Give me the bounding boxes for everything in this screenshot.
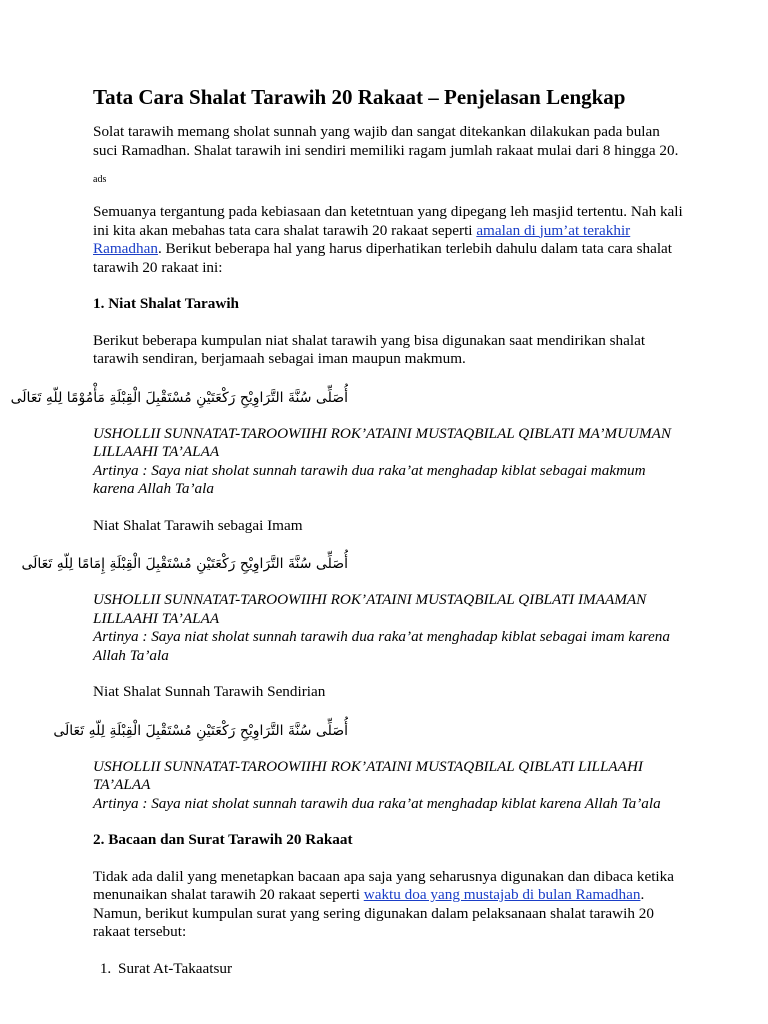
paragraph-2 <box>93 203 683 277</box>
list-item: 1. Surat At-Takaatsur <box>115 960 683 979</box>
niat-imam-arabic: أُصَلِّى سُنَّةَ التَّرَاوِيْحِ رَكْعَتَيْنِ مُسْتَقْبِلَ الْقِبْلَةِ إِمَامًا لِلّهِ تَعَالَى <box>21 556 348 572</box>
niat-makmum-artinya: Artinya : Saya niat sholat sunnah tarawih dua raka’at menghadap kiblat sebagai makmum karena Allah Ta’ala <box>93 461 646 497</box>
paragraph-2-text: Semuanya tergantung pada kebiasaan dan ketetntuan yang dipegang leh masjid tertentu. Nah kali ini kita akan mebahas tata cara shalat tarawih 20 rakaat seperti <box>93 203 683 239</box>
niat-imam-heading: Niat Shalat Tarawih sebagai Imam <box>93 516 303 534</box>
niat-makmum-latin: USHOLLII SUNNATAT-TAROOWIIHI ROK’ATAINI MUSTAQBILAL QIBLATI MA’MUUMAN LILLAAHI TA’ALAA <box>93 424 672 460</box>
paragraph-2-text-after: . Berikut beberapa hal yang harus diperhatikan terlebih dahulu dalam tata cara shalat tarawih 20 rakaat ini: <box>93 240 673 276</box>
link-amalan-jumat-terakhir[interactable]: amalan di jum’at terakhir Ramadhan <box>93 221 631 257</box>
link-waktu-doa-mustajab[interactable]: waktu doa yang mustajab di bulan Ramadhan <box>363 886 641 903</box>
surat-list <box>93 960 683 979</box>
niat-imam-latin: USHOLLII SUNNATAT-TAROOWIIHI ROK’ATAINI MUSTAQBILAL QIBLATI IMAAMAN LILLAAHI TA’ALAA <box>93 591 647 627</box>
intro-paragraph: Solat tarawih memang sholat sunnah yang wajib dan sangat ditekankan dilakukan pada bulan suci Ramadhan. Shalat tarawih ini sendiri memiliki ragam jumlah rakaat mulai dari 8 hingga 20. <box>93 123 679 159</box>
niat-sendirian-heading: Niat Shalat Sunnah Tarawih Sendirian <box>93 683 326 700</box>
niat-makmum-arabic: أُصَلِّى سُنَّةَ التَّرَاوِيْحِ رَكْعَتَيْنِ مُسْتَقْبِلَ الْقِبْلَةِ مَأْمُوْمًا لِلّهِ تَعَالَى <box>10 389 348 406</box>
page-title: Tata Cara Shalat Tarawih 20 Rakaat – Penjelasan Lengkap <box>93 85 626 109</box>
section-2-text: Tidak ada dalil yang menetapkan bacaan apa saja yang seharusnya digunakan dan dibaca ketika menunaikan shalat tarawih 20 rakaat seperti <box>93 867 674 903</box>
document-page <box>10 84 683 978</box>
ads-label: ads <box>93 174 107 185</box>
niat-sendirian-artinya: Artinya : Saya niat sholat sunnah tarawih dua raka’at menghadap kiblat karena Allah Ta’ala <box>93 794 661 812</box>
niat-sendirian-latin: USHOLLII SUNNATAT-TAROOWIIHI ROK’ATAINI MUSTAQBILAL QIBLATI LILLAAHI TA’ALAA <box>93 757 643 793</box>
niat-sendirian-arabic: أُصَلِّى سُنَّةَ التَّرَاوِيْحِ رَكْعَتَيْنِ مُسْتَقْبِلَ الْقِبْلَةِ لِلّهِ تَعَالَى <box>53 722 348 739</box>
section-2-paragraph <box>93 868 683 942</box>
section-2-heading: 2. Bacaan dan Surat Tarawih 20 Rakaat <box>93 831 353 848</box>
section-2-text-after: . Namun, berikut kumpulan surat yang sering digunakan dalam pelaksanaan shalat tarawih 20 rakaat tersebut: <box>93 886 654 940</box>
section-1-intro: Berikut beberapa kumpulan niat shalat tarawih yang bisa digunakan saat mendirikan shalat tarawih sendiran, berjamaah sebagai iman maupun makmum. <box>93 331 646 367</box>
section-1-heading: 1. Niat Shalat Tarawih <box>93 295 240 312</box>
niat-imam-artinya: Artinya : Saya niat sholat sunnah tarawih dua raka’at menghadap kiblat sebagai imam karena Allah Ta’ala <box>93 628 670 664</box>
